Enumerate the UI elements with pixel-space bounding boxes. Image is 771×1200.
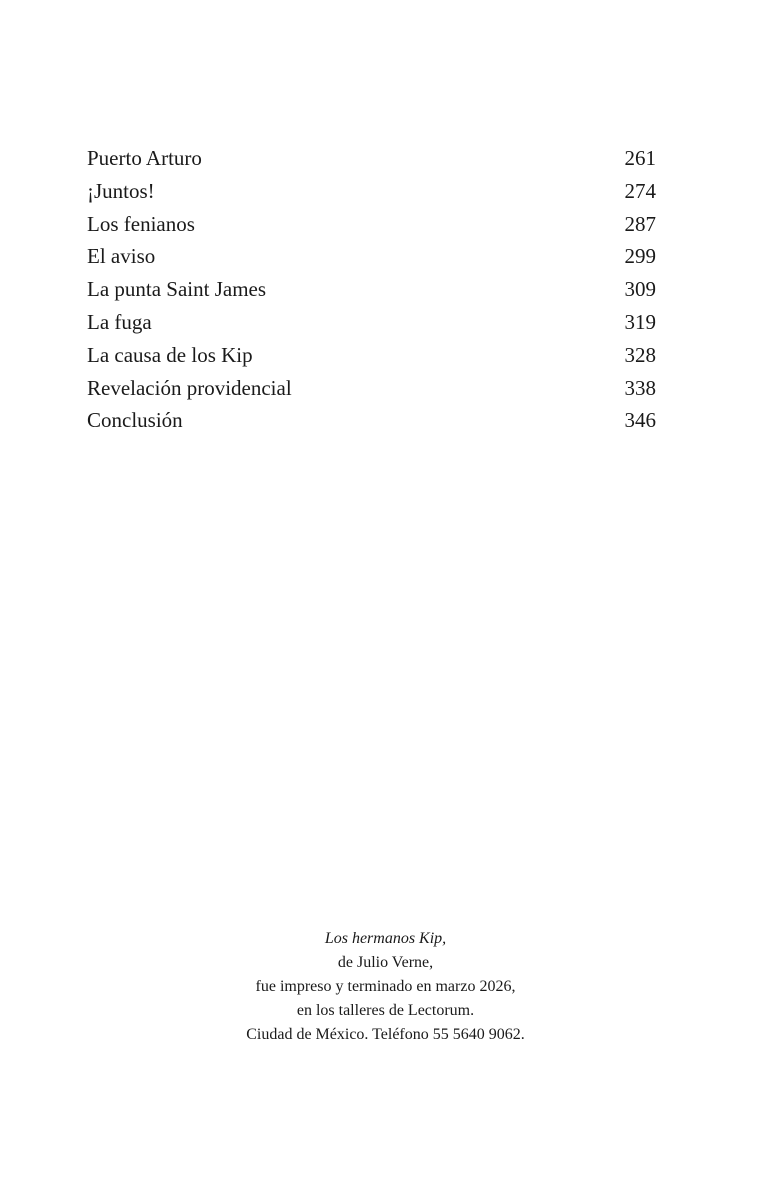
toc-entry-title: Conclusión: [87, 408, 183, 433]
toc-entry-page: 287: [624, 211, 656, 236]
toc-entry-title: La punta Saint James: [87, 277, 267, 302]
toc-entry-page: 299: [624, 244, 656, 269]
toc-entry-title: ¡Juntos!: [87, 178, 155, 203]
toc-entry-title: La fuga: [87, 309, 152, 334]
toc-entry-page: 346: [624, 408, 656, 433]
toc-entry-title: Puerto Arturo: [87, 146, 202, 170]
toc-entry: [87, 142, 656, 175]
toc-entry-page: 338: [624, 375, 656, 400]
toc-entry: [87, 372, 656, 405]
toc-entry: [87, 175, 656, 208]
toc-entry-title: Los fenianos: [87, 211, 195, 236]
toc-entry-title: El aviso: [87, 244, 156, 269]
toc-entry: [87, 306, 656, 339]
toc-entry: [87, 273, 656, 306]
toc-entry-title: La causa de los Kip: [87, 342, 253, 367]
toc-entry-title: Revelación providencial: [87, 375, 292, 400]
colophon-location-phone: Ciudad de México. Teléfono 55 5640 9062.: [246, 1026, 525, 1043]
colophon-printer: en los talleres de Lectorum.: [296, 1002, 475, 1019]
toc-entry-page: 261: [624, 146, 656, 170]
toc-entry-page: 328: [624, 342, 656, 367]
colophon-author: de Julio Verne,: [337, 954, 434, 971]
colophon-printing-date: fue impreso y terminado en marzo 2026,: [255, 978, 516, 995]
colophon-book-title: Los hermanos Kip,: [324, 930, 447, 947]
colophon: [0, 927, 771, 1047]
toc-entry-page: 319: [624, 309, 656, 334]
toc-entry: [87, 208, 656, 241]
toc-entry-page: 309: [624, 277, 656, 302]
toc-entry: [87, 404, 656, 437]
toc-entry: [87, 339, 656, 372]
toc-entry-page: 274: [624, 178, 656, 203]
toc-entry: [87, 240, 656, 273]
table-of-contents: [87, 142, 656, 437]
